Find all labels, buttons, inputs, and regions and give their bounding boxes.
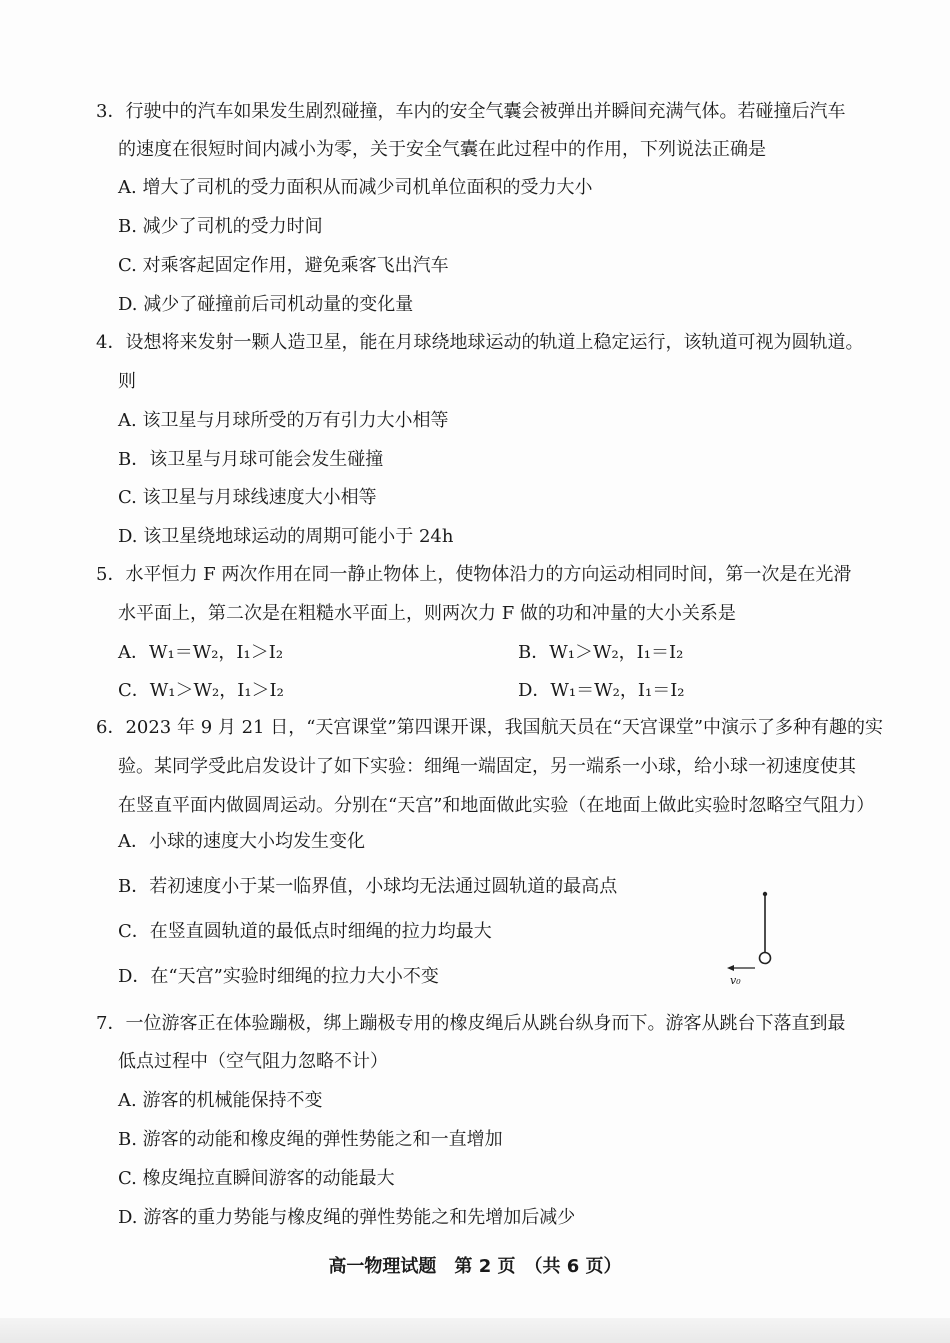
q6-option-b: B．若初速度小于某一临界值，小球均无法通过圆轨道的最高点	[118, 876, 618, 897]
q5-option-d: D．W₁＝W₂，I₁＝I₂	[518, 680, 685, 701]
q7-stem-line-1: 7．一位游客正在体验蹦极，绑上蹦极专用的橡皮绳后从跳台纵身而下。游客从跳台下落直到最	[96, 1013, 846, 1034]
q7-option-a: A. 游客的机械能保持不变	[118, 1090, 323, 1111]
q7-stem-line-2: 低点过程中（空气阻力忽略不计）	[118, 1051, 388, 1072]
q5-option-b: B．W₁＞W₂，I₁＝I₂	[518, 642, 684, 663]
q6-figure	[715, 832, 825, 994]
velocity-label: v₀	[730, 974, 741, 987]
q6-stem-line-1: 6．2023 年 9 月 21 日，“天宫课堂”第四课开课，我国航天员在“天宫课堂”中演示了多种有趣的实	[96, 717, 884, 738]
q3-stem-line-1: 3．行驶中的汽车如果发生剧烈碰撞，车内的安全气囊会被弹出并瞬间充满气体。若碰撞后汽车	[96, 101, 846, 122]
q5-stem-line-1: 5．水平恒力 F 两次作用在同一静止物体上，使物体沿力的方向运动相同时间，第一次是在光滑	[96, 564, 852, 585]
q4-option-b: B．该卫星与月球可能会发生碰撞	[118, 449, 384, 470]
q5-option-c: C．W₁＞W₂，I₁＞I₂	[118, 680, 284, 701]
pendulum-diagram	[715, 832, 825, 994]
page-footer: 高一物理试题 第 2 页 （共 6 页）	[328, 1256, 622, 1277]
q5-option-a: A．W₁＝W₂，I₁＞I₂	[118, 642, 284, 663]
q3-stem-line-2: 的速度在很短时间内减小为零，关于安全气囊在此过程中的作用，下列说法正确是	[118, 139, 766, 160]
q4-option-a: A. 该卫星与月球所受的万有引力大小相等	[118, 410, 449, 431]
velocity-arrow-head	[727, 965, 734, 971]
q4-stem-line-1: 4．设想将来发射一颗人造卫星，能在月球绕地球运动的轨道上稳定运行，该轨道可视为圆轨道。	[96, 332, 864, 353]
q6-stem-line-3: 在竖直平面内做圆周运动。分别在“天宫”和地面做此实验（在地面上做此实验时忽略空气阻力）	[118, 795, 875, 816]
q6-stem-line-2: 验。某同学受此启发设计了如下实验：细绳一端固定，另一端系一小球，给小球一初速度使其	[118, 756, 856, 777]
q3-option-a: A. 增大了司机的受力面积从而减少司机单位面积的受力大小	[118, 177, 593, 198]
q4-option-d: D. 该卫星绕地球运动的周期可能小于 24h	[118, 526, 454, 547]
q5-stem-line-2: 水平面上，第二次是在粗糙水平面上，则两次力 F 做的功和冲量的大小关系是	[118, 603, 736, 624]
q6-option-a: A．小球的速度大小均发生变化	[118, 831, 365, 852]
q7-option-d: D. 游客的重力势能与橡皮绳的弹性势能之和先增加后减少	[118, 1207, 576, 1228]
q3-option-d: D. 减少了碰撞前后司机动量的变化量	[118, 294, 414, 315]
q7-option-b: B. 游客的动能和橡皮绳的弹性势能之和一直增加	[118, 1129, 503, 1150]
ball	[760, 953, 771, 964]
q4-stem-line-2: 则	[118, 371, 136, 392]
q4-option-c: C. 该卫星与月球线速度大小相等	[118, 487, 377, 508]
scan-bottom-edge	[0, 1318, 950, 1343]
q6-option-d: D．在“天宫”实验时细绳的拉力大小不变	[118, 966, 439, 987]
q7-option-c: C. 橡皮绳拉直瞬间游客的动能最大	[118, 1168, 395, 1189]
q3-option-b: B. 减少了司机的受力时间	[118, 216, 323, 237]
q6-option-c: C．在竖直圆轨道的最低点时细绳的拉力均最大	[118, 921, 492, 942]
q3-option-c: C. 对乘客起固定作用，避免乘客飞出汽车	[118, 255, 449, 276]
